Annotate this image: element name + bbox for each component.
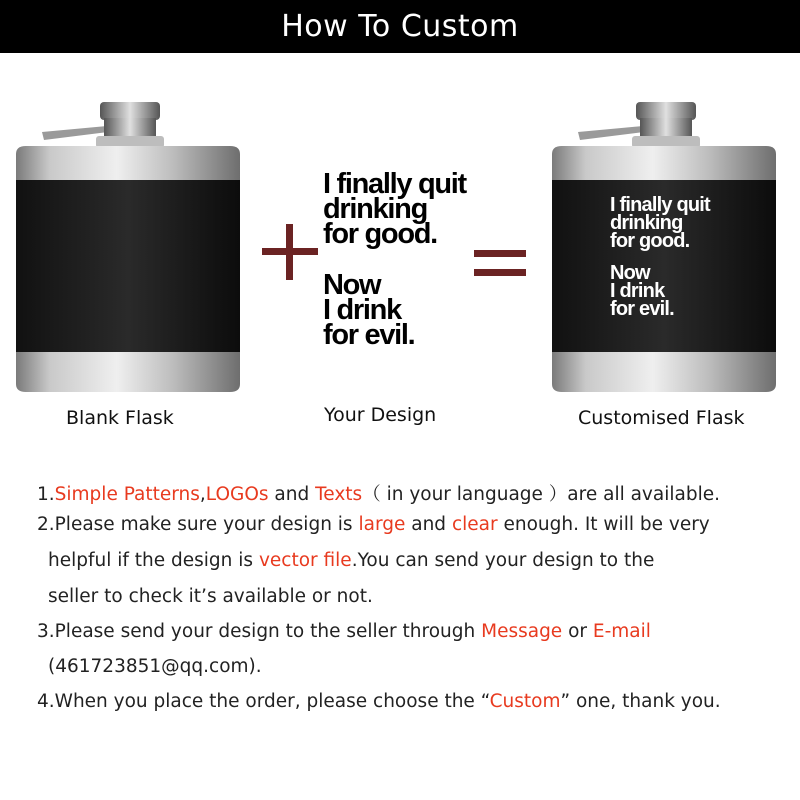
design-line: I finally quit xyxy=(323,168,466,200)
instruction-line-7: 4.When you place the order, please choose the “Custom” one, thank you. xyxy=(37,691,721,712)
flask-line: for good. xyxy=(610,230,690,252)
design-line: I drink xyxy=(323,294,401,326)
blank-flask-image xyxy=(12,96,244,396)
blank-flask-caption: Blank Flask xyxy=(66,407,174,429)
design-line: drinking xyxy=(323,193,427,225)
page-title: How To Custom xyxy=(281,9,519,44)
plus-icon xyxy=(262,224,318,280)
instruction-line-4: seller to check it’s available or not. xyxy=(48,586,373,607)
customised-flask-caption: Customised Flask xyxy=(578,407,745,429)
instruction-line-3: helpful if the design is vector file.You can send your design to the xyxy=(48,550,655,571)
design-line: Now xyxy=(323,269,381,301)
equals-icon xyxy=(474,250,526,276)
your-design-caption: Your Design xyxy=(324,404,437,426)
flask-printed-text xyxy=(610,196,710,318)
flask-line: I drink xyxy=(610,280,665,302)
design-line: for evil. xyxy=(323,319,415,351)
flask-line: drinking xyxy=(610,212,683,234)
design-line: for good. xyxy=(323,218,437,250)
instruction-line-2: 2.Please make sure your design is large and clear enough. It will be very xyxy=(37,514,710,535)
instruction-line-6: (461723851@qq.com). xyxy=(48,656,262,677)
flask-line: I finally quit xyxy=(610,194,710,216)
customised-flask-image xyxy=(548,96,780,396)
title-banner xyxy=(0,0,800,53)
flask-line: for evil. xyxy=(610,298,674,320)
instruction-line-1: 1.Simple Patterns,LOGOs and Texts（ in your language ）are all available. xyxy=(37,484,720,505)
design-text xyxy=(323,168,466,351)
instruction-line-5: 3.Please send your design to the seller through Message or E-mail xyxy=(37,621,651,642)
flask-line: Now xyxy=(610,262,650,284)
